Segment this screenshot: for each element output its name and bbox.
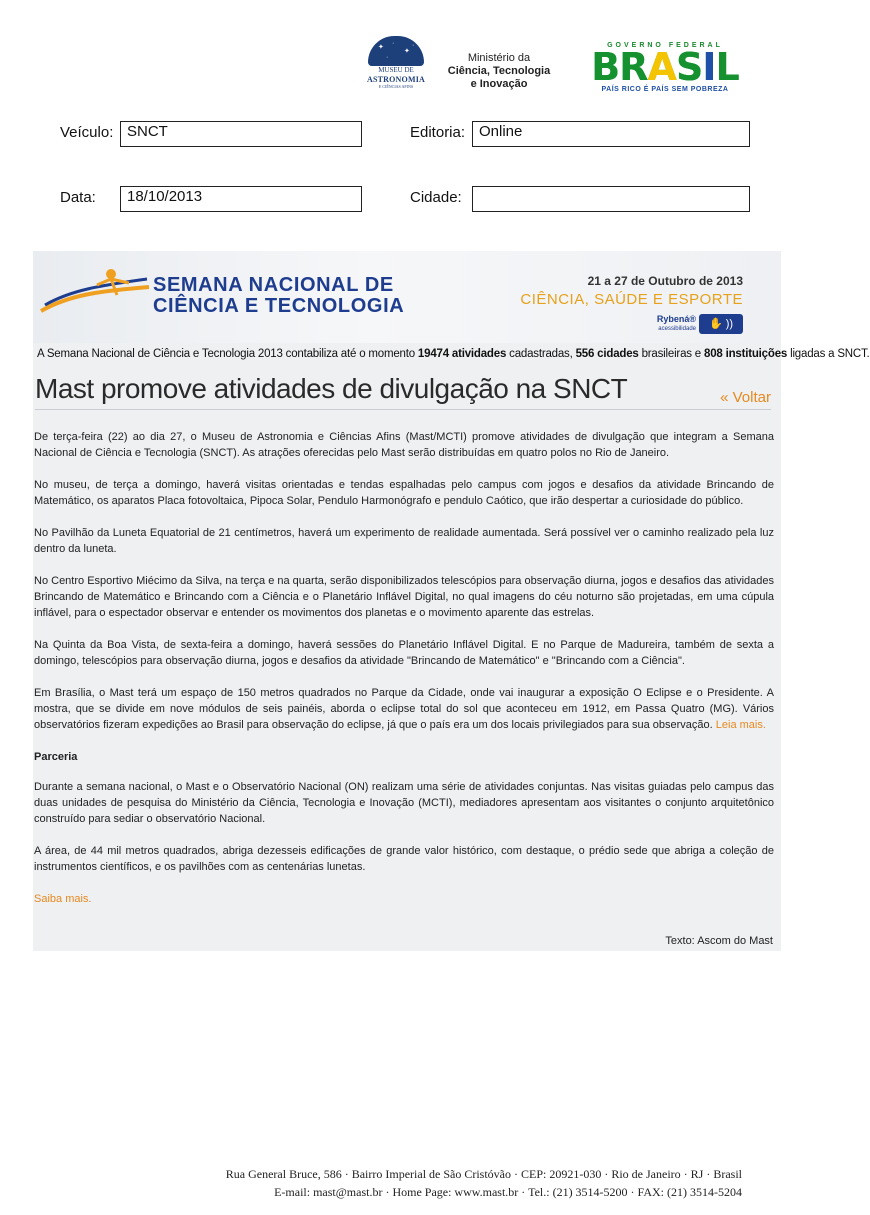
snct-dates: 21 a 27 de Outubro de 2013: [587, 274, 743, 288]
mast-logo: [366, 36, 426, 94]
veiculo-field[interactable]: SNCT: [120, 121, 362, 147]
rybena-label: Rybená®: [656, 314, 696, 324]
snct-title-line1: SEMANA NACIONAL DE: [153, 274, 394, 296]
article-paragraph: Em Brasília, o Mast terá um espaço de 150 metros quadrados no Parque da Cidade, onde vai inaugurar a exposição O Eclipse e o Presidente. A mostra, que se divide em nove módulos de seis painéis, aborda o eclipse total do sol que aconteceu em 1912, em Passa Quatro (MG). Vários observatórios fizeram expedições ao Brasil para observação do eclipse, já que o país era um dos locais privilegiados para sua observação. Leia mais.: [34, 687, 774, 731]
mast-logo-disc-icon: ✦ · ✦ · ·: [368, 36, 424, 66]
section-subtitle: Parceria: [34, 751, 78, 763]
article-paragraph: A área, de 44 mil metros quadrados, abriga dezesseis edificações de grande valor histórico, com destaque, o prédio sede que abriga a coleção de instrumentos científicos, e os pavilhões com as centenárias lunetas.: [34, 845, 774, 873]
mcti-logo: [440, 52, 558, 91]
article-paragraph: De terça-feira (22) ao dia 27, o Museu de Astronomia e Ciências Afins (Mast/MCTI) promove atividades de divulgação que integram a Semana Nacional de Ciência e Tecnologia (SNCT). As atrações oferecidas pelo Mast serão distribuídas em quatro polos no Rio de Janeiro.: [34, 431, 774, 459]
news-clipping: [33, 251, 870, 951]
mcti-line3: e Inovação: [470, 78, 528, 90]
cidade-label: Cidade:: [410, 189, 462, 206]
mast-logo-line3: E CIÊNCIAS AFINS: [378, 84, 414, 89]
brasil-wordmark: BRASIL: [591, 45, 739, 89]
mast-logo-line2: ASTRONOMIA: [366, 75, 425, 84]
editoria-field[interactable]: Online: [472, 121, 750, 147]
gov-top-text: GOVERNO FEDERAL: [607, 42, 723, 49]
rybena-accessibility[interactable]: [657, 313, 743, 335]
snct-banner: [33, 251, 781, 343]
data-field[interactable]: 18/10/2013: [120, 186, 362, 212]
title-divider: [35, 409, 771, 410]
snct-title: [153, 275, 404, 317]
footer-contact: E-mail: mast@mast.br · Home Page: www.mast.br · Tel.: (21) 3514-5200 · FAX: (21) 3514-5204: [274, 1185, 742, 1199]
snct-title-line2: CIÊNCIA E TECNOLOGIA: [153, 295, 405, 317]
rybena-sub: acessibilidade: [658, 326, 696, 332]
article-paragraph: No Pavilhão da Luneta Equatorial de 21 centímetros, haverá um experimento de realidade aumentada. Será possível ver o caminho realizado pela luz dentro da luneta.: [34, 527, 774, 555]
sign-language-icon[interactable]: ✋ )): [699, 314, 743, 334]
article-credit: Texto: Ascom do Mast: [665, 935, 773, 947]
snct-athlete-icon: [39, 265, 151, 315]
snct-stats: A Semana Nacional de Ciência e Tecnologia 2013 contabiliza até o momento 19474 atividades cadastradas, 556 cidades brasileiras e 808 instituições ligadas a SNCT.: [37, 348, 870, 360]
footer-address: Rua General Bruce, 586 · Bairro Imperial de São Cristóvão · CEP: 20921-030 · Rio de Janeiro · RJ · Brasil: [225, 1167, 742, 1181]
mcti-line1: Ministério da: [467, 52, 531, 64]
article-paragraph: Na Quinta da Boa Vista, de sexta-feira a domingo, haverá sessões do Planetário Inflável Digital. E no Parque de Madureira, também de sexta a domingo, telescópios para observação diurna, jogos e desafios da atividade "Brincando de Matemático" e "Brincando com a Ciência".: [34, 639, 774, 667]
snct-theme: CIÊNCIA, SAÚDE E ESPORTE: [520, 291, 743, 308]
article-paragraph: No Centro Esportivo Miécimo da Silva, na terça e na quarta, serão disponibilizados telescópios para observação diurna, jogos e desafios das atividades Brincando de Matemático e Brincando com a Ciência e o Planetário Inflável Digital, no qual imagens do céu noturno são projetadas, em uma cúpula inflável, para o espectador observar e entender os movimentos dos planetas e o movimento aparente das estrelas.: [34, 575, 774, 619]
data-label: Data:: [60, 189, 96, 206]
article-paragraph: No museu, de terça a domingo, haverá visitas orientadas e tendas espalhadas pelo campus com jogos e desafios da atividade Brincando de Matemático, os aparatos Placa fotovoltaica, Pipoca Solar, Pendulo Harmonógrafo e pendulo Caótico, que irão despertar a curiosidade do público.: [34, 479, 774, 507]
article-body: [34, 429, 774, 923]
governo-federal-logo: [584, 42, 746, 98]
more-info-link[interactable]: Saiba mais.: [34, 893, 92, 905]
read-more-link[interactable]: Leia mais.: [715, 719, 766, 731]
mast-logo-line1: MUSEU DE: [378, 66, 414, 74]
veiculo-label: Veículo:: [60, 124, 114, 141]
article-title: Mast promove atividades de divulgação na SNCT: [35, 373, 628, 404]
mcti-line2: Ciência, Tecnologia: [447, 65, 551, 77]
back-link[interactable]: « Voltar: [720, 389, 771, 406]
cidade-field[interactable]: [472, 186, 750, 212]
gov-slogan: PAÍS RICO É PAÍS SEM POBREZA: [601, 86, 729, 93]
editoria-label: Editoria:: [410, 124, 466, 141]
article-paragraph: Durante a semana nacional, o Mast e o Observatório Nacional (ON) realizam uma série de atividades conjuntas. Nas visitas guiadas pelo campus das duas unidades de pesquisa do Ministério da Ciência, Tecnologia e Inovação (MCTI), mediadores apresentam aos visitantes o conjunto arquitetônico construído para sediar o observatório Nacional.: [34, 781, 774, 825]
